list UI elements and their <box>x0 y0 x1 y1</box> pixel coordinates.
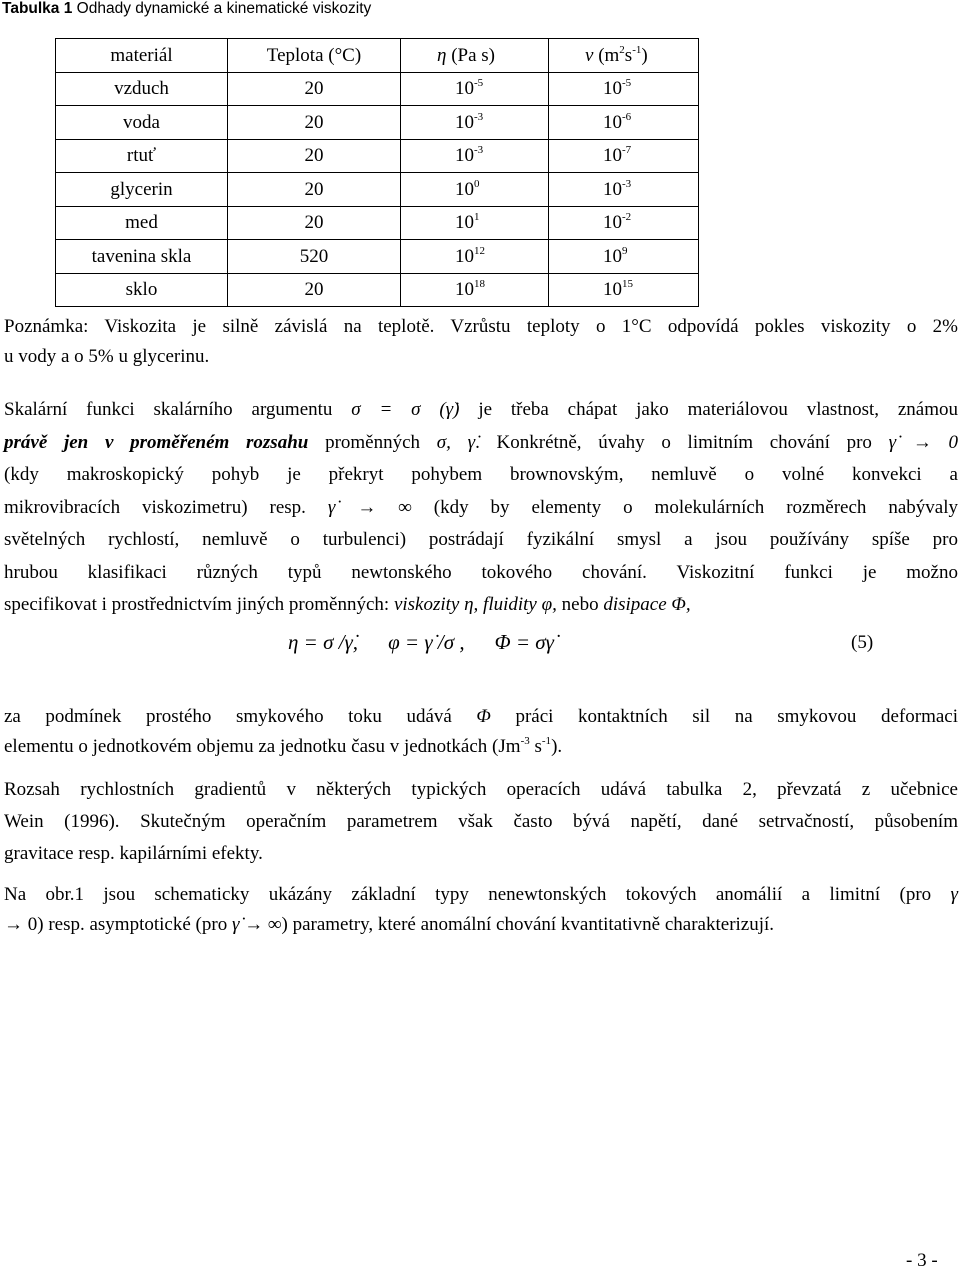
eta-base: 10 <box>455 279 474 301</box>
header-eta <box>401 39 549 73</box>
cell-material: glycerin <box>56 173 228 207</box>
superscript: -3 <box>520 735 530 747</box>
cell-material: tavenina skla <box>56 240 228 274</box>
text-line: (kdy makroskopický pohyb je překryt pohybem brownovským, nemluvě o volné konvekci a <box>4 464 958 485</box>
text-line: hrubou klasifikaci různých typů newtonského tokového chování. Viskozitní funkci je možno <box>4 561 958 583</box>
cell-temp: 20 <box>228 106 401 140</box>
equation-eta: η = σ /γ̇, <box>288 630 359 654</box>
text-span: ) parametry, které anomální chování kvantitativně charakterizují. <box>281 914 775 935</box>
text-span: specifikovat i prostřednictvím jiných proměnných: <box>4 594 390 615</box>
table-header-row <box>56 39 699 73</box>
cell-eta <box>401 273 549 307</box>
cell-nu <box>549 240 699 274</box>
eta-symbol: η <box>437 44 447 66</box>
eta-exp: -3 <box>474 110 484 123</box>
nu-base: 10 <box>603 78 622 100</box>
text-line <box>4 702 958 732</box>
text-line <box>4 394 958 427</box>
text-line <box>4 732 958 762</box>
text-span: (kdy by elementy o molekulárních rozměrech nabývaly <box>433 496 958 518</box>
cell-material: sklo <box>56 273 228 307</box>
caption-title: Odhady dynamické a kinematické viskozity <box>76 0 372 17</box>
nu-exp: -7 <box>622 144 632 157</box>
paragraph-anomalies <box>4 880 958 940</box>
eta-base: 10 <box>455 111 474 133</box>
superscript: -1 <box>541 735 552 747</box>
cell-nu <box>549 206 699 240</box>
math-symbol: Φ <box>476 706 491 727</box>
nu-base: 10 <box>603 145 622 167</box>
nu-exp: -3 <box>622 177 632 190</box>
eta-base: 10 <box>455 145 474 167</box>
nu-unit-c: ) <box>641 44 648 66</box>
cell-nu <box>549 173 699 207</box>
text-span: mikrovibracích viskozimetru) resp. <box>4 496 306 518</box>
nu-base: 10 <box>603 245 622 267</box>
nu-exp: -6 <box>622 110 632 123</box>
nu-exp: 9 <box>622 244 628 257</box>
text-span: je třeba chápat jako materiálovou vlastnost, známou <box>478 399 959 420</box>
nu-unit-exp-b: -1 <box>632 43 642 56</box>
math-symbol: γ̇ <box>950 884 959 905</box>
table-caption <box>2 0 371 18</box>
paragraph-gradient-range <box>4 774 958 870</box>
cell-material: voda <box>56 106 228 140</box>
eta-base: 10 <box>455 78 474 100</box>
nu-unit-b: s <box>624 44 633 66</box>
math-symbol: σ = σ (γ̇) <box>351 399 460 420</box>
cell-temp: 20 <box>228 273 401 307</box>
nu-base: 10 <box>603 279 622 301</box>
eta-base: 10 <box>455 245 474 267</box>
math-symbol: γ̇ → 0 <box>888 431 959 453</box>
table-row <box>56 206 699 240</box>
text-line: světelných rychlostí, nemluvě o turbulenci) postrádají fyzikální smysl a jsou používány spíše pro <box>4 529 958 550</box>
nu-symbol: ν <box>585 44 594 66</box>
emphasis-text: právě jen v proměřeném rozsahu <box>4 431 309 453</box>
eta-exp: -5 <box>474 77 484 90</box>
table-row <box>56 273 699 307</box>
text-span: → 0) resp. asymptotické (pro <box>4 914 228 935</box>
text-span: proměnných <box>325 431 421 453</box>
text-line: Wein (1996). Skutečným operačním parametrem však často bývá napětí, dané setrvačností, působením <box>4 811 958 832</box>
text-line: gravitace resp. kapilárními efekty. <box>4 843 263 864</box>
equation-5 <box>288 630 554 655</box>
viscosity-table <box>55 38 699 307</box>
text-span: s <box>534 736 542 757</box>
nu-unit-exp-a: 2 <box>619 43 625 56</box>
eta-unit: (Pa s) <box>451 44 495 66</box>
equation-number: (5) <box>851 632 874 653</box>
text-line: Rozsah rychlostních gradientů v některých typických operacích udává tabulka 2, převzatá z učebnice <box>4 779 958 800</box>
cell-eta <box>401 72 549 106</box>
nu-exp: -5 <box>622 77 632 90</box>
header-material: materiál <box>56 39 228 73</box>
text-line <box>4 492 958 525</box>
note-line: Poznámka: Viskozita je silně závislá na teplotě. Vzrůstu teploty o 1°C odpovídá pokles viskozity o 2% <box>4 316 958 337</box>
nu-base: 10 <box>603 111 622 133</box>
nu-exp: -2 <box>622 211 632 224</box>
text-span: elementu o jednotkovém objemu za jednotku času v jednotkách (Jm <box>4 736 521 757</box>
text-span: nebo <box>561 594 599 615</box>
caption-label: Tabulka 1 <box>2 0 73 17</box>
italic-text: viskozity η, fluidity φ, <box>393 594 557 615</box>
eta-exp: 1 <box>474 211 480 224</box>
cell-nu <box>549 139 699 173</box>
italic-text: disipace Φ, <box>603 594 691 615</box>
eta-base: 10 <box>455 178 474 200</box>
table-row <box>56 139 699 173</box>
cell-material: med <box>56 206 228 240</box>
cell-temp: 20 <box>228 173 401 207</box>
text-span: Na obr.1 jsou schematicky ukázány základní typy nenewtonských tokových anomálií a limitní (pro <box>4 884 932 905</box>
cell-nu <box>549 72 699 106</box>
eta-exp: 12 <box>474 244 485 257</box>
cell-eta <box>401 106 549 140</box>
page-number: - 3 - <box>906 1250 938 1271</box>
header-nu <box>549 39 699 73</box>
paragraph-viscosity-function <box>4 394 958 622</box>
math-symbol: γ̇ → ∞ <box>231 914 282 935</box>
table-row <box>56 106 699 140</box>
cell-nu <box>549 106 699 140</box>
table-row <box>56 173 699 207</box>
math-symbol: γ̇ → ∞ <box>327 496 412 518</box>
cell-temp: 520 <box>228 240 401 274</box>
header-temperature: Teplota (°C) <box>228 39 401 73</box>
text-line <box>4 427 958 460</box>
text-line <box>4 910 958 940</box>
eta-base: 10 <box>455 212 474 234</box>
cell-material: vzduch <box>56 72 228 106</box>
cell-temp: 20 <box>228 72 401 106</box>
text-span: ). <box>551 736 563 757</box>
nu-base: 10 <box>603 212 622 234</box>
table-row <box>56 240 699 274</box>
eta-exp: 0 <box>474 177 480 190</box>
cell-eta <box>401 240 549 274</box>
eta-exp: 18 <box>474 278 485 291</box>
table-row <box>56 72 699 106</box>
text-span: práci kontaktních sil na smykovou deformaci <box>515 706 959 727</box>
nu-exp: 15 <box>622 278 633 291</box>
cell-temp: 20 <box>228 139 401 173</box>
equation-phi: φ = γ̇ /σ , <box>388 630 465 654</box>
eta-exp: -3 <box>474 144 484 157</box>
nu-base: 10 <box>603 178 622 200</box>
text-line <box>4 880 958 910</box>
equation-dissipation: Φ = σγ̇ <box>494 630 554 654</box>
cell-eta <box>401 173 549 207</box>
text-span: Skalární funkci skalárního argumentu <box>4 399 333 420</box>
text-span: za podmínek prostého smykového toku udává <box>4 706 452 727</box>
text-span: . Konkrétně, úvahy o limitním chování pro <box>475 431 872 453</box>
cell-temp: 20 <box>228 206 401 240</box>
table-note <box>4 312 958 372</box>
nu-unit-a: (m <box>598 44 620 66</box>
note-line: u vody a o 5% u glycerinu. <box>4 346 210 367</box>
cell-eta <box>401 206 549 240</box>
cell-nu <box>549 273 699 307</box>
math-symbol: σ, γ̇ <box>436 431 476 453</box>
cell-eta <box>401 139 549 173</box>
text-line <box>4 589 958 622</box>
cell-material: rtuť <box>56 139 228 173</box>
paragraph-dissipation <box>4 702 958 762</box>
